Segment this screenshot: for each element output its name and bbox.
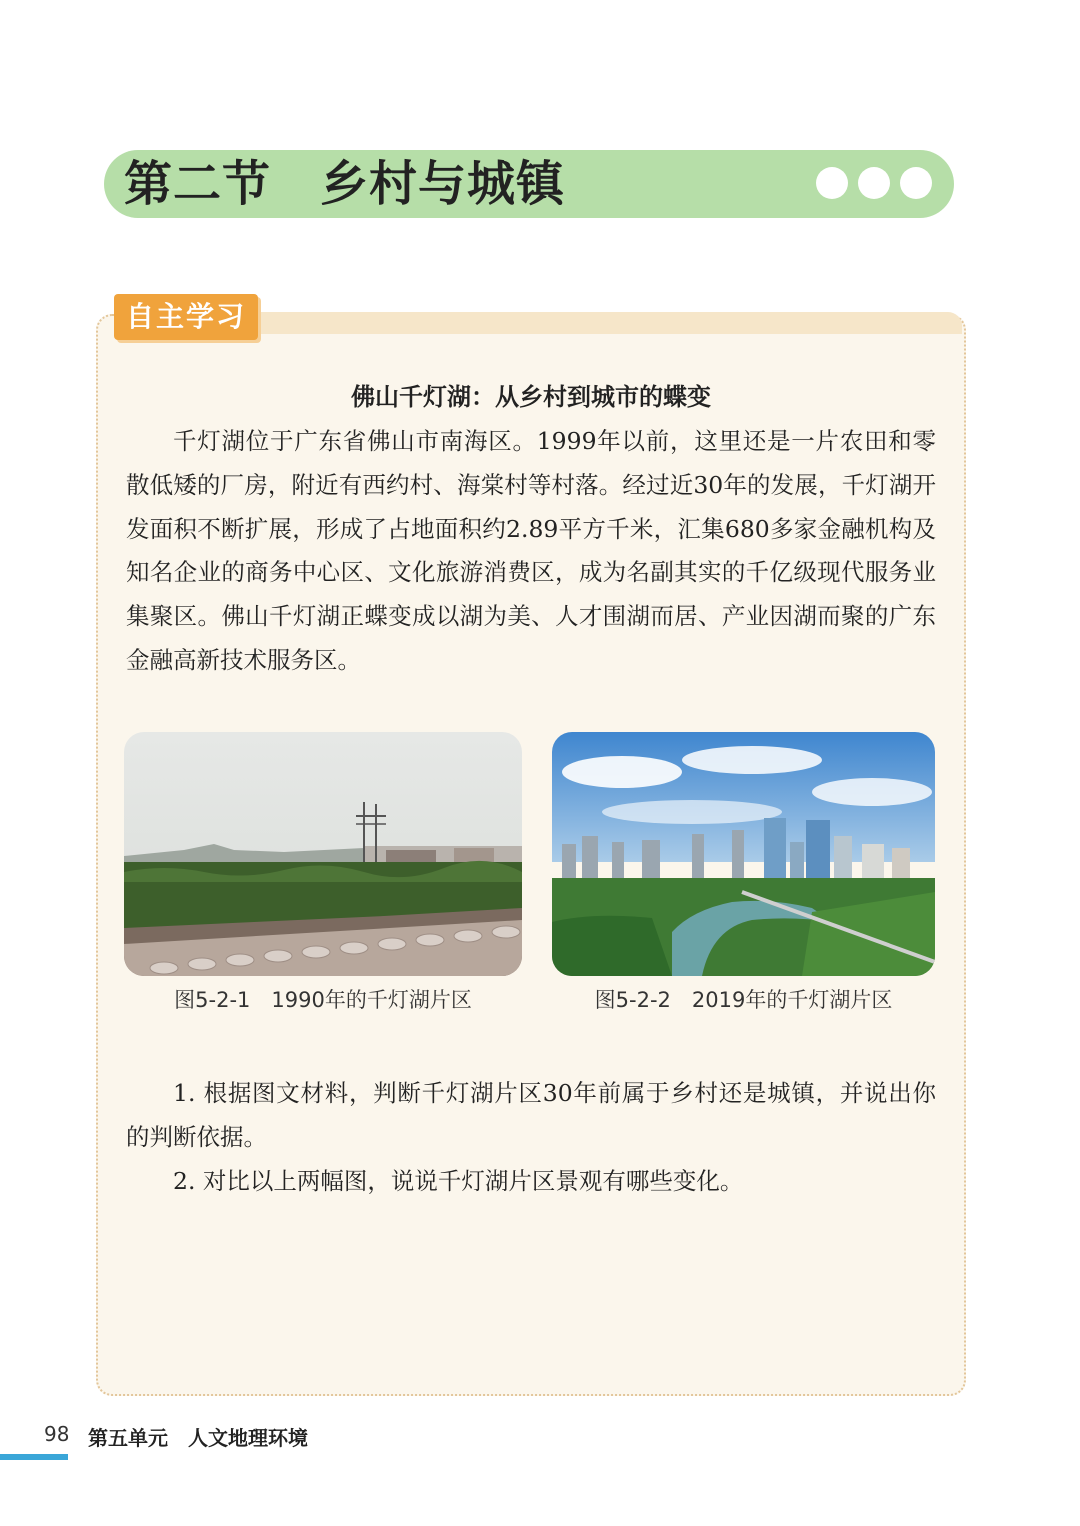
figure-caption: 图5-2-2 2019年的千灯湖片区 [594, 988, 893, 1012]
page-footer [0, 1418, 600, 1458]
article-title: 佛山千灯湖：从乡村到城市的蝶变 [351, 383, 711, 411]
city-lake-photo [552, 732, 935, 976]
dot-icon [858, 167, 890, 199]
dot-icon [816, 167, 848, 199]
question-item: 1. 根据图文材料，判断千灯湖片区30年前属于乡村还是城镇，并说出你的判断依据。 [126, 1079, 936, 1151]
self-study-tab: 自主学习 [114, 294, 258, 340]
farmland-photo [124, 732, 522, 976]
section-banner [104, 150, 954, 218]
page-number: 98 [44, 1422, 70, 1446]
figure-caption: 图5-2-1 1990年的千灯湖片区 [174, 988, 472, 1012]
footer-accent-bar [0, 1454, 68, 1460]
dot-icon [900, 167, 932, 199]
unit-label: 第五单元 人文地理环境 [88, 1426, 308, 1450]
banner-dots-decoration [816, 167, 932, 199]
panel-header-stripe [258, 312, 962, 334]
question-item: 2. 对比以上两幅图，说说千灯湖片区景观有哪些变化。 [173, 1167, 744, 1195]
section-title: 第二节 乡村与城镇 [124, 156, 566, 212]
article-body: 千灯湖位于广东省佛山市南海区。1999年以前，这里还是一片农田和零散低矮的厂房，附近有西约村、海棠村等村落。经过近30年的发展，千灯湖开发面积不断扩展，形成了占地面积约2.89平方千米，汇集680多家金融机构及知名企业的商务中心区、文化旅游消费区，成为名副其实的千亿级现代服务业集聚区。佛山千灯湖正蝶变成以湖为美、人才围湖而居、产业因湖而聚的广东金融高新技术服务区。 [126, 427, 936, 674]
